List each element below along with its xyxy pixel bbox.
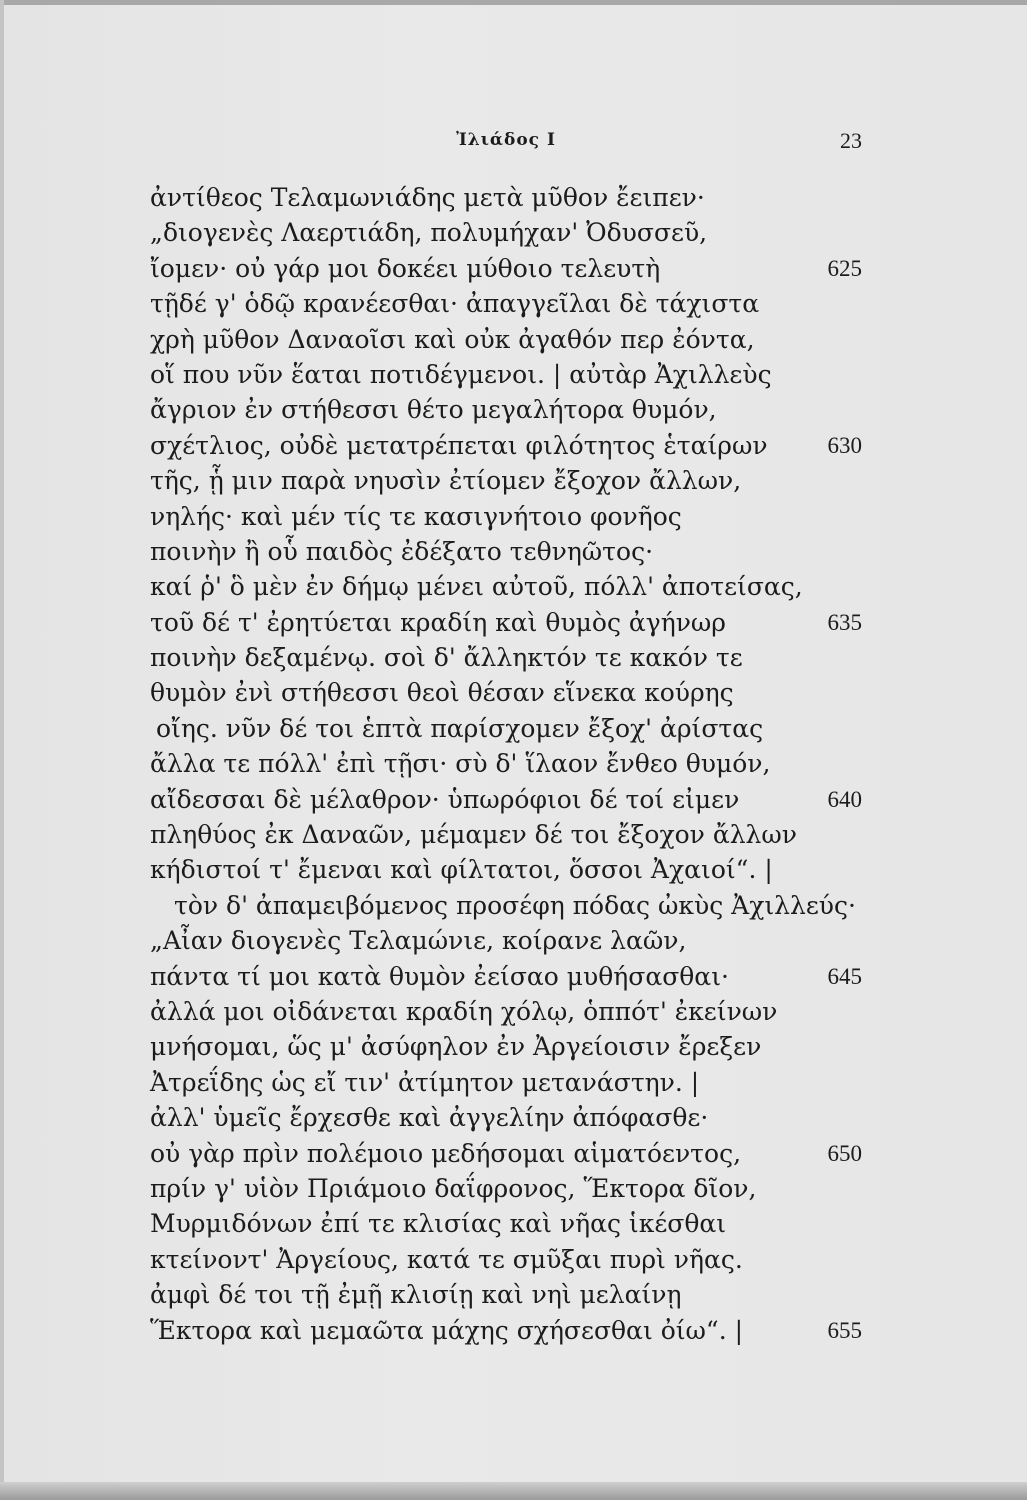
verse-line xyxy=(150,1065,862,1100)
verse-line xyxy=(150,180,862,215)
verse-text: ἴομεν· οὐ γάρ μοι δοκέει μύθοιο τελευτὴ xyxy=(150,253,661,283)
verse-line xyxy=(150,640,862,675)
verse-text: θυμὸν ἐνὶ στήθεσσι θεοὶ θέσαν εἵνεκα κούρης xyxy=(150,678,734,708)
verse-line xyxy=(150,1313,862,1348)
verse-text: „Αἶαν διογενὲς Τελαμώνιε, κοίρανε λαῶν, xyxy=(150,926,687,956)
verse-line xyxy=(150,392,862,427)
verse-line xyxy=(150,959,862,994)
verse-text: νηλής· καὶ μέν τίς τε κασιγνήτοιο φονῆος xyxy=(150,501,682,531)
verse-text: οἵ που νῦν ἕαται ποτιδέγμενοι. | αὐτὰρ Ἀχιλλεὺς xyxy=(150,359,772,389)
verse-line xyxy=(150,1136,862,1171)
page-header xyxy=(150,128,862,158)
verse-text: καί ῥ' ὃ μὲν ἐν δήμῳ μένει αὐτοῦ, πόλλ' ἀποτείσας, xyxy=(150,572,803,602)
verse-text: ποινὴν δεξαμένῳ. σοὶ δ' ἄλληκτόν τε κακόν τε xyxy=(150,643,743,673)
line-number: 645 xyxy=(827,963,862,989)
verse-text: τοῦ δέ τ' ἐρητύεται κραδίη καὶ θυμὸς ἀγήνωρ xyxy=(150,607,726,637)
verse-line xyxy=(150,746,862,781)
verse-line xyxy=(150,675,862,710)
line-number: 625 xyxy=(827,255,862,281)
verse-text: ἀλλά μοι οἰδάνεται κραδίη χόλῳ, ὁππότ' ἐκείνων xyxy=(150,996,778,1026)
verse-line xyxy=(150,428,862,463)
scan-bottom-edge xyxy=(0,1482,1027,1500)
verse-text: οὐ γὰρ πρὶν πολέμοιο μεδήσομαι αἱματόεντος, xyxy=(150,1138,742,1168)
verse-text: μνήσομαι, ὥς μ' ἀσύφηλον ἐν Ἀργείοισιν ἔρεξεν xyxy=(150,1032,762,1062)
verse-text: Ἀτρεΐδης ὡς εἴ τιν' ἀτίμητον μετανάστην. | xyxy=(150,1067,700,1097)
verse-text: ποινὴν ἢ οὗ παιδὸς ἐδέξατο τεθνηῶτος· xyxy=(150,536,654,566)
verse-text: ἄλλα τε πόλλ' ἐπὶ τῇσι· σὺ δ' ἵλαον ἔνθεο θυμόν, xyxy=(150,749,771,779)
verse-text: οἴης. νῦν δέ τοι ἑπτὰ παρίσχομεν ἔξοχ' ἀρίστας xyxy=(156,713,764,743)
verse-text: ἄγριον ἐν στήθεσσι θέτο μεγαλήτορα θυμόν, xyxy=(150,395,717,425)
line-number: 655 xyxy=(827,1317,862,1343)
verse-text: πρίν γ' υἱὸν Πριάμοιο δαΐφρονος, Ἕκτορα δῖον, xyxy=(150,1173,757,1203)
running-head: Ἰλιάδος Ι xyxy=(456,130,556,150)
verse-line xyxy=(150,569,862,604)
verse-text: πάντα τί μοι κατὰ θυμὸν ἐείσαο μυθήσασθαι· xyxy=(150,961,729,991)
verse-line xyxy=(150,1029,862,1064)
line-number: 640 xyxy=(827,786,862,812)
verse-text: Μυρμιδόνων ἐπί τε κλισίας καὶ νῆας ἱκέσθαι xyxy=(150,1209,727,1239)
verse-line xyxy=(150,711,862,746)
verse-text: χρὴ μῦθον Δαναοῖσι καὶ οὐκ ἀγαθόν περ ἐόντα, xyxy=(150,324,755,354)
verse-text: τῆς, ᾗ μιν παρὰ νηυσὶν ἐτίομεν ἔξοχον ἄλλων, xyxy=(150,466,742,496)
verse-block xyxy=(150,180,862,1348)
verse-line xyxy=(150,605,862,640)
verse-line xyxy=(150,463,862,498)
verse-line xyxy=(150,852,862,887)
verse-line xyxy=(150,534,862,569)
verse-text: κτείνοντ' Ἀργείους, κατά τε σμῦξαι πυρὶ νῆας. xyxy=(150,1244,743,1274)
verse-line xyxy=(150,215,862,250)
line-number: 650 xyxy=(827,1140,862,1166)
verse-text: „διογενὲς Λαερτιάδη, πολυμήχαν' Ὀδυσσεῦ, xyxy=(150,218,708,248)
verse-line xyxy=(150,923,862,958)
verse-line xyxy=(150,817,862,852)
verse-line xyxy=(150,888,862,923)
verse-text: κήδιστοί τ' ἔμεναι καὶ φίλτατοι, ὅσσοι Ἀχαιοί“. | xyxy=(150,855,773,885)
verse-text: Ἕκτορα καὶ μεμαῶτα μάχης σχήσεσθαι ὀίω“. | xyxy=(150,1315,744,1345)
verse-line xyxy=(150,499,862,534)
verse-line xyxy=(150,251,862,286)
verse-text: ἀλλ' ὑμεῖς ἔρχεσθε καὶ ἀγγελίην ἀπόφασθε· xyxy=(150,1103,709,1133)
verse-line xyxy=(150,357,862,392)
verse-line xyxy=(150,1100,862,1135)
verse-text: πληθύος ἐκ Δαναῶν, μέμαμεν δέ τοι ἔξοχον ἄλλων xyxy=(150,820,797,850)
verse-text: τὸν δ' ἀπαμειβόμενος προσέφη πόδας ὠκὺς Ἀχιλλεύς· xyxy=(174,890,856,920)
verse-line xyxy=(150,994,862,1029)
verse-line xyxy=(150,1277,862,1312)
verse-text: σχέτλιος, οὐδὲ μετατρέπεται φιλότητος ἑταίρων xyxy=(150,430,768,460)
line-number: 630 xyxy=(827,432,862,458)
scan-left-edge xyxy=(0,0,4,1500)
line-number: 635 xyxy=(827,609,862,635)
verse-text: ἀμφὶ δέ τοι τῇ ἐμῇ κλισίῃ καὶ νηὶ μελαίνῃ xyxy=(150,1280,682,1310)
verse-line xyxy=(150,1206,862,1241)
verse-line xyxy=(150,322,862,357)
verse-text: ἀντίθεος Τελαμωνιάδης μετὰ μῦθον ἔειπεν· xyxy=(150,183,705,212)
scan-top-edge xyxy=(0,0,1027,5)
verse-text: τῇδέ γ' ὁδῷ κρανέεσθαι· ἀπαγγεῖλαι δὲ τάχιστα xyxy=(150,289,760,319)
page-number: 23 xyxy=(840,128,862,153)
verse-line xyxy=(150,1242,862,1277)
verse-line xyxy=(150,1171,862,1206)
verse-line xyxy=(150,286,862,321)
verse-text: αἴδεσσαι δὲ μέλαθρον· ὑπωρόφιοι δέ τοί εἰμεν xyxy=(150,784,740,814)
verse-line xyxy=(150,782,862,817)
